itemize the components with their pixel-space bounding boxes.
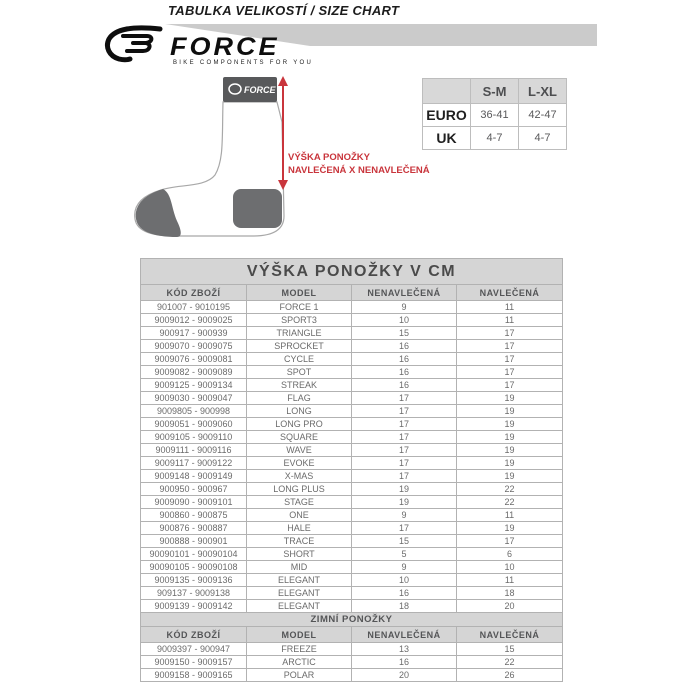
table-cell: ELEGANT <box>247 587 352 600</box>
table-cell: 36-41 <box>471 104 519 127</box>
table-row <box>141 496 563 509</box>
table-row <box>141 301 563 314</box>
table-cell: ELEGANT <box>247 600 352 613</box>
table-cell: 9009117 - 9009122 <box>141 457 247 470</box>
table-cell: 13 <box>352 643 457 656</box>
column-header-unworn: NENAVLEČENÁ <box>352 627 457 643</box>
column-header-model: MODEL <box>247 285 352 301</box>
table-cell: 19 <box>457 405 563 418</box>
table-cell: 17 <box>352 444 457 457</box>
column-header-code: KÓD ZBOŽÍ <box>141 627 247 643</box>
table-cell: 901007 - 9010195 <box>141 301 247 314</box>
table-row <box>141 431 563 444</box>
table-cell: 17 <box>457 353 563 366</box>
table-cell: FREEZE <box>247 643 352 656</box>
table-row <box>141 587 563 600</box>
column-header-worn: NAVLEČENÁ <box>457 285 563 301</box>
table-cell: LONG PLUS <box>247 483 352 496</box>
table-cell: 15 <box>352 327 457 340</box>
table-row <box>141 340 563 353</box>
table-cell: LONG PRO <box>247 418 352 431</box>
table-cell: 19 <box>457 444 563 457</box>
table-cell: SPORT3 <box>247 314 352 327</box>
table-cell: 26 <box>457 669 563 682</box>
table-cell: 11 <box>457 314 563 327</box>
table-cell: POLAR <box>247 669 352 682</box>
table-row <box>141 669 563 682</box>
table-cell: 9009148 - 9009149 <box>141 470 247 483</box>
table-cell: 18 <box>352 600 457 613</box>
table-cell: 17 <box>457 379 563 392</box>
table-row <box>423 79 567 104</box>
table-row <box>141 366 563 379</box>
table-cell: 900876 - 900887 <box>141 522 247 535</box>
column-header-worn: NAVLEČENÁ <box>457 627 563 643</box>
table-row <box>141 392 563 405</box>
table-cell: 19 <box>352 496 457 509</box>
table-cell: 900860 - 900875 <box>141 509 247 522</box>
table-cell: FLAG <box>247 392 352 405</box>
table-cell: 19 <box>457 470 563 483</box>
table-cell: 16 <box>352 353 457 366</box>
column-header-model: MODEL <box>247 627 352 643</box>
table-cell: 19 <box>457 457 563 470</box>
table-cell: LONG <box>247 405 352 418</box>
sock-note-line2: NAVLEČENÁ X NENAVLEČENÁ <box>288 165 430 176</box>
table-cell: 19 <box>457 418 563 431</box>
table-cell: STREAK <box>247 379 352 392</box>
sock-heel-patch <box>233 189 282 228</box>
table-cell: 90090101 - 90090104 <box>141 548 247 561</box>
sock-height-table <box>140 258 563 682</box>
table-row <box>141 457 563 470</box>
column-header-code: KÓD ZBOŽÍ <box>141 285 247 301</box>
table-row <box>141 405 563 418</box>
table-cell: 10 <box>352 314 457 327</box>
table-cell: 19 <box>457 522 563 535</box>
winter-table-body <box>141 643 563 682</box>
table-title: VÝŠKA PONOŽKY V CM <box>141 259 563 285</box>
table-cell: STAGE <box>247 496 352 509</box>
table-cell: 9009125 - 9009134 <box>141 379 247 392</box>
table-cell: 17 <box>457 327 563 340</box>
table-cell: 17 <box>457 535 563 548</box>
table-cell: 9 <box>352 509 457 522</box>
table-cell: 5 <box>352 548 457 561</box>
table-cell: 15 <box>352 535 457 548</box>
table-cell: SPROCKET <box>247 340 352 353</box>
sock-height-note <box>288 151 430 177</box>
table-cell: 4-7 <box>471 127 519 150</box>
table-cell: 9009158 - 9009165 <box>141 669 247 682</box>
table-cell: TRIANGLE <box>247 327 352 340</box>
table-cell: 9009070 - 9009075 <box>141 340 247 353</box>
table-row <box>141 379 563 392</box>
table-cell: 11 <box>457 301 563 314</box>
table-cell: 16 <box>352 656 457 669</box>
sock-note-line1: VÝŠKA PONOŽKY <box>288 152 370 163</box>
table-cell: 16 <box>352 366 457 379</box>
table-cell: 9009051 - 9009060 <box>141 418 247 431</box>
table-header-row <box>141 627 563 643</box>
table-cell: 9009076 - 9009081 <box>141 353 247 366</box>
table-cell: X-MAS <box>247 470 352 483</box>
table-cell: 4-7 <box>519 127 567 150</box>
sock-illustration <box>125 62 295 249</box>
table-cell: MID <box>247 561 352 574</box>
table-cell: 17 <box>352 431 457 444</box>
table-row <box>141 418 563 431</box>
table-cell: 10 <box>457 561 563 574</box>
table-cell: 15 <box>457 643 563 656</box>
table-row <box>141 353 563 366</box>
column-header-unworn: NENAVLEČENÁ <box>352 285 457 301</box>
brand-wordmark: FORCE <box>170 33 280 61</box>
table-cell: 9009397 - 900947 <box>141 643 247 656</box>
table-cell: 9009030 - 9009047 <box>141 392 247 405</box>
table-cell: 20 <box>352 669 457 682</box>
table-row <box>141 444 563 457</box>
table-cell: 19 <box>457 392 563 405</box>
table-cell: 9009012 - 9009025 <box>141 314 247 327</box>
table-cell: FORCE 1 <box>247 301 352 314</box>
table-cell: 16 <box>352 587 457 600</box>
table-row <box>141 327 563 340</box>
table-row <box>423 104 567 127</box>
table-cell: 22 <box>457 656 563 669</box>
table-cell: 16 <box>352 340 457 353</box>
winter-section-row <box>141 613 563 627</box>
table-cell: ELEGANT <box>247 574 352 587</box>
table-row <box>141 656 563 669</box>
euro-uk-size-table <box>422 78 567 150</box>
table-cell: 909137 - 9009138 <box>141 587 247 600</box>
page-title: TABULKA VELIKOSTÍ / SIZE CHART <box>168 3 400 18</box>
table-cell: 42-47 <box>519 104 567 127</box>
table-cell: 17 <box>352 405 457 418</box>
table-cell: 10 <box>352 574 457 587</box>
table-cell: 18 <box>457 587 563 600</box>
table-cell: 9009805 - 900998 <box>141 405 247 418</box>
table-cell: 9009105 - 9009110 <box>141 431 247 444</box>
table-cell: 17 <box>352 470 457 483</box>
table-cell: 900917 - 900939 <box>141 327 247 340</box>
table-title-row <box>141 259 563 285</box>
table-cell: 9009150 - 9009157 <box>141 656 247 669</box>
table-cell: WAVE <box>247 444 352 457</box>
table-cell: 17 <box>352 457 457 470</box>
table-row <box>141 314 563 327</box>
table-cell: 17 <box>457 366 563 379</box>
row-label-euro: EURO <box>423 104 471 127</box>
table-cell: 9009139 - 9009142 <box>141 600 247 613</box>
table-cell: 17 <box>352 522 457 535</box>
table-cell: 11 <box>457 574 563 587</box>
table-cell: 17 <box>352 392 457 405</box>
table-row <box>141 509 563 522</box>
table-cell: 9009082 - 9009089 <box>141 366 247 379</box>
brand-tagline: BIKE COMPONENTS FOR YOU <box>173 60 314 66</box>
table-row <box>141 483 563 496</box>
table-cell: 22 <box>457 496 563 509</box>
table-cell: 17 <box>352 418 457 431</box>
table-row <box>141 535 563 548</box>
column-header-sm: S-M <box>471 79 519 104</box>
table-row <box>141 561 563 574</box>
table-row <box>423 127 567 150</box>
table-cell: HALE <box>247 522 352 535</box>
sock-cuff-brand: FORCE <box>244 85 276 95</box>
main-table-body <box>141 301 563 613</box>
table-row <box>141 600 563 613</box>
table-cell: TRACE <box>247 535 352 548</box>
table-row <box>141 522 563 535</box>
table-cell: SPOT <box>247 366 352 379</box>
table-cell: SQUARE <box>247 431 352 444</box>
table-cell: 900888 - 900901 <box>141 535 247 548</box>
table-cell: 9009135 - 9009136 <box>141 574 247 587</box>
table-cell: 9009111 - 9009116 <box>141 444 247 457</box>
table-row <box>141 548 563 561</box>
table-cell: 19 <box>352 483 457 496</box>
table-cell: 17 <box>457 340 563 353</box>
table-header-row <box>141 285 563 301</box>
table-cell: 22 <box>457 483 563 496</box>
table-cell: 900950 - 900967 <box>141 483 247 496</box>
column-header-lxl: L-XL <box>519 79 567 104</box>
table-cell <box>423 79 471 104</box>
table-cell: CYCLE <box>247 353 352 366</box>
row-label-uk: UK <box>423 127 471 150</box>
table-row <box>141 574 563 587</box>
table-cell: 9 <box>352 561 457 574</box>
table-cell: 16 <box>352 379 457 392</box>
table-row <box>141 470 563 483</box>
table-cell: 19 <box>457 431 563 444</box>
table-cell: ARCTIC <box>247 656 352 669</box>
winter-section-title: ZIMNÍ PONOŽKY <box>141 613 563 627</box>
table-cell: 90090105 - 90090108 <box>141 561 247 574</box>
table-cell: SHORT <box>247 548 352 561</box>
table-cell: 20 <box>457 600 563 613</box>
table-cell: 9009090 - 9009101 <box>141 496 247 509</box>
table-cell: ONE <box>247 509 352 522</box>
table-cell: 9 <box>352 301 457 314</box>
table-row <box>141 643 563 656</box>
table-cell: 11 <box>457 509 563 522</box>
table-cell: EVOKE <box>247 457 352 470</box>
table-cell: 6 <box>457 548 563 561</box>
